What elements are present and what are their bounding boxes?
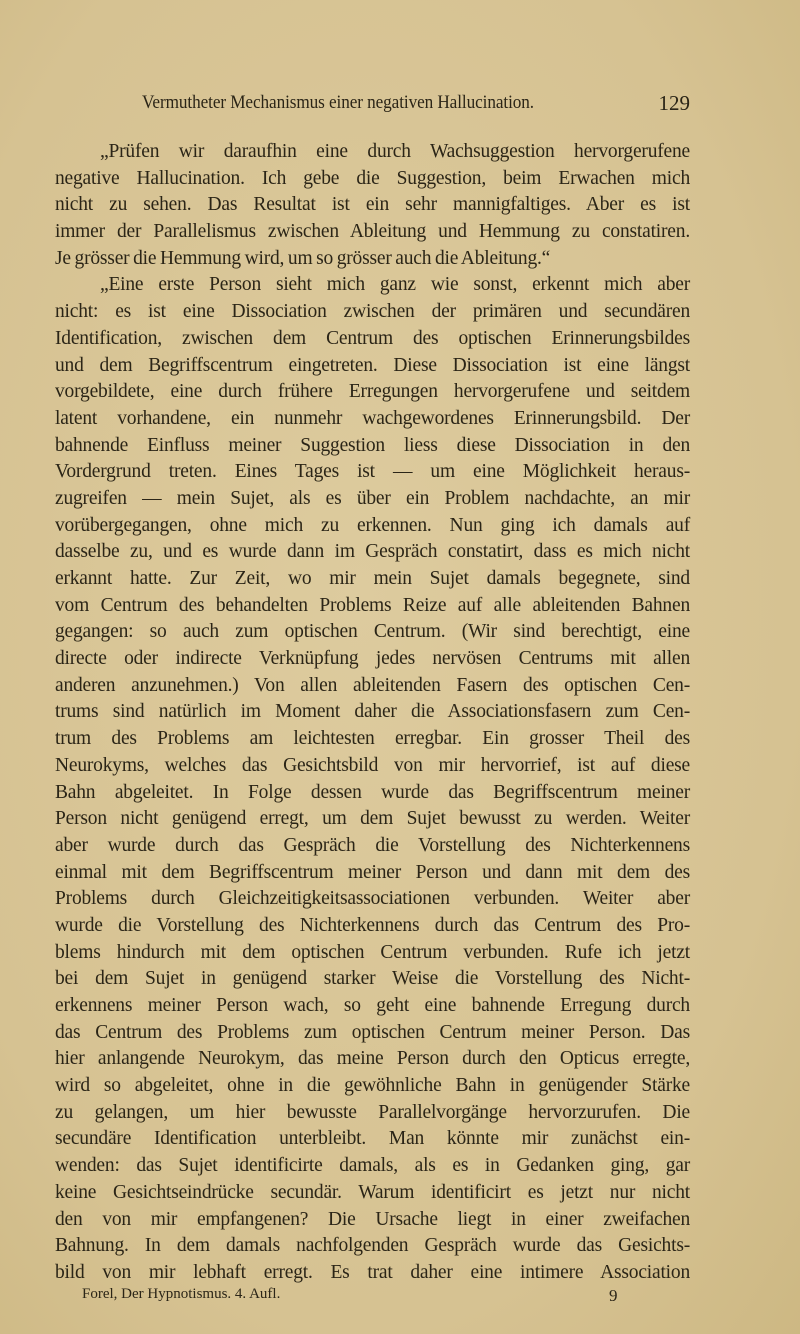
text-line: bei dem Sujet in genügend starker Weise die Vorstellung des Nicht- bbox=[55, 968, 690, 990]
signature-mark: 9 bbox=[609, 1286, 618, 1305]
running-header bbox=[55, 93, 690, 119]
text-line: Neurokyms, welches das Gesichtsbild von mir hervorrief, ist auf diese bbox=[55, 754, 690, 776]
text-line: nicht zu sehen. Das Resultat ist ein sehr mannigfaltiges. Aber es ist bbox=[55, 194, 690, 216]
text-line: latent vorhandene, ein nunmehr wachgewordenes Erinnerungsbild. Der bbox=[55, 407, 690, 429]
text-line: trum des Problems am leichtesten erregbar. Ein grosser Theil des bbox=[55, 728, 690, 750]
text-line: Problems durch Gleichzeitigkeitsassociationen verbunden. Weiter aber bbox=[55, 888, 690, 910]
text-line: keine Gesichtseindrücke secundär. Warum identificirt es jetzt nur nicht bbox=[55, 1181, 690, 1203]
text-line: erkennens meiner Person wach, so geht eine bahnende Erregung durch bbox=[55, 995, 690, 1016]
text-line: wurde die Vorstellung des Nichterkennens durch das Centrum des Pro- bbox=[55, 914, 690, 936]
text-line: aber wurde durch das Gespräch die Vorstellung des Nichterkennens bbox=[55, 834, 690, 856]
text-line: gegangen: so auch zum optischen Centrum. (Wir sind berechtigt, eine bbox=[55, 621, 690, 643]
page-number: 129 bbox=[658, 91, 690, 115]
text-line: vorübergegangen, ohne mich zu erkennen. Nun ging ich damals auf bbox=[55, 514, 690, 536]
text-line: Identification, zwischen dem Centrum des optischen Erinnerungsbildes bbox=[55, 327, 690, 349]
text-line: negative Hallucination. Ich gebe die Suggestion, beim Erwachen mich bbox=[55, 167, 690, 189]
text-line: Vordergrund treten. Eines Tages ist — um eine Möglichkeit heraus- bbox=[55, 461, 690, 483]
text-line: wenden: das Sujet identificirte damals, als es in Gedanken ging, gar bbox=[55, 1155, 690, 1177]
running-title: Vermutheter Mechanismus einer negativen Hallucination. bbox=[142, 93, 535, 113]
text-line: secundäre Identification unterbleibt. Man könnte mir zunächst ein- bbox=[55, 1128, 690, 1150]
text-line: „Eine erste Person sieht mich ganz wie sonst, erkennt mich aber bbox=[100, 274, 690, 296]
text-line: vorgebildete, eine durch frühere Erregungen hervorgerufene und seitdem bbox=[55, 381, 690, 403]
text-line: Bahnung. In dem damals nachfolgenden Gespräch wurde das Gesichts- bbox=[55, 1235, 690, 1257]
text-line: Je grösser die Hemmung wird, um so grösser auch die Ableitung.“ bbox=[55, 247, 551, 269]
footer-source: Forel, Der Hypnotismus. 4. Aufl. bbox=[82, 1286, 281, 1302]
text-line: „Prüfen wir daraufhin eine durch Wachsuggestion hervorgerufene bbox=[100, 141, 690, 162]
body-text bbox=[55, 139, 690, 1287]
text-line: zugreifen — mein Sujet, als es über ein Problem nachdachte, an mir bbox=[55, 487, 690, 509]
text-line: anderen anzunehmen.) Von allen ableitenden Fasern des optischen Cen- bbox=[55, 674, 690, 696]
text-line: erkannt hatte. Zur Zeit, wo mir mein Sujet damals begegnete, sind bbox=[55, 568, 690, 589]
text-line: und dem Begriffscentrum eingetreten. Diese Dissociation ist eine längst bbox=[55, 354, 690, 376]
text-line: blems hindurch mit dem optischen Centrum verbunden. Rufe ich jetzt bbox=[55, 941, 690, 963]
text-line: trums sind natürlich im Moment daher die Associationsfasern zum Cen- bbox=[55, 701, 690, 723]
text-line: bahnende Einfluss meiner Suggestion liess diese Dissociation in den bbox=[55, 434, 690, 456]
text-line: directe oder indirecte Verknüpfung jedes nervösen Centrums mit allen bbox=[55, 648, 690, 670]
text-line: bild von mir lebhaft erregt. Es trat daher eine intimere Association bbox=[55, 1261, 690, 1283]
text-line: Bahn abgeleitet. In Folge dessen wurde das Begriffscentrum meiner bbox=[55, 781, 690, 803]
text-line: den von mir empfangenen? Die Ursache liegt in einer zweifachen bbox=[55, 1208, 690, 1230]
text-line: dasselbe zu, und es wurde dann im Gespräch constatirt, dass es mich nicht bbox=[55, 541, 690, 563]
page-footer bbox=[82, 1286, 618, 1305]
text-line: wird so abgeleitet, ohne in die gewöhnliche Bahn in genügender Stärke bbox=[55, 1075, 690, 1097]
text-line: zu gelangen, um hier bewusste Parallelvorgänge hervorzurufen. Die bbox=[55, 1101, 690, 1123]
text-line: vom Centrum des behandelten Problems Reize auf alle ableitenden Bahnen bbox=[55, 594, 690, 616]
text-line: hier anlangende Neurokym, das meine Person durch den Opticus erregte, bbox=[55, 1048, 690, 1070]
text-line: nicht: es ist eine Dissociation zwischen der primären und secundären bbox=[55, 301, 690, 323]
text-line: Person nicht genügend erregt, um dem Sujet bewusst zu werden. Weiter bbox=[55, 808, 690, 830]
text-line: das Centrum des Problems zum optischen Centrum meiner Person. Das bbox=[55, 1021, 690, 1043]
text-line: einmal mit dem Begriffscentrum meiner Person und dann mit dem des bbox=[55, 861, 690, 883]
text-line: immer der Parallelismus zwischen Ableitung und Hemmung zu constatiren. bbox=[55, 221, 690, 243]
